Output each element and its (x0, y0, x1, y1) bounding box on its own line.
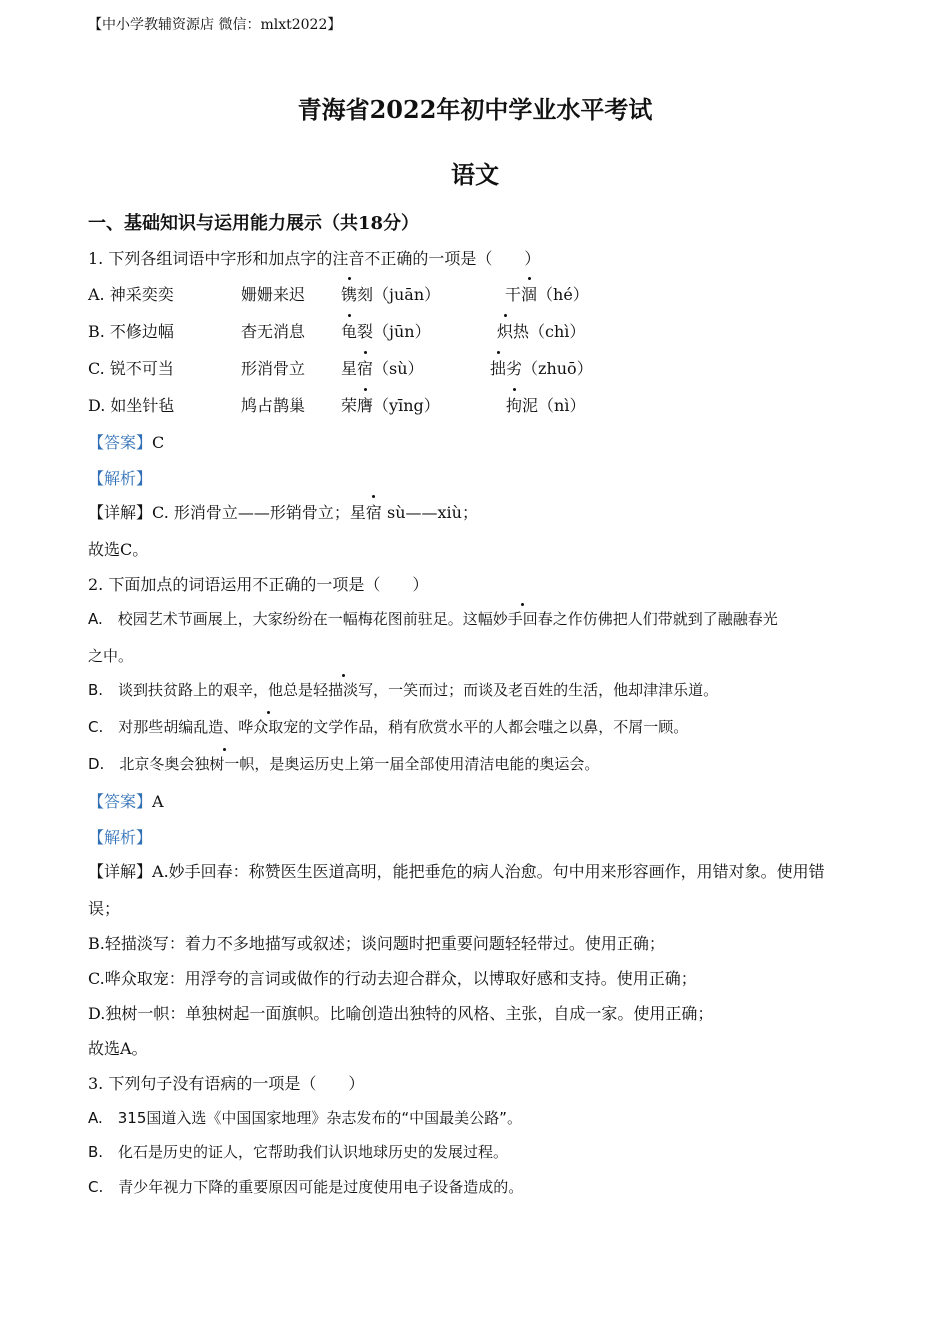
q2-detail-a-continued: 误； (88, 899, 121, 918)
q1-option-a-col1: A. 神采奕奕 (88, 285, 174, 304)
exam-title: 青海省2022年初中学业水平考试 (297, 95, 653, 124)
q3-option-a: A. 315国道入选《中国国家地理》杂志发布的“中国最美公路”。 (88, 1109, 522, 1127)
answer-label: 【答案】 (88, 433, 153, 452)
q1-option-b-col2: 杳无消息 (241, 322, 306, 341)
q1-option-d-col4: 拘泥（nì） (506, 393, 585, 416)
q2-option-c: C. 对那些胡编乱造、哗众取宠的文学作品，稍有欣赏水平的人都会嗤之以鼻，不屑一顾。 (88, 718, 689, 736)
q2-option-a-continued: 之中。 (88, 647, 134, 665)
q1-option-b-col3: 龟裂（jūn） (341, 319, 431, 342)
section-heading: 一、基础知识与运用能力展示（共18分） (88, 213, 420, 234)
q2-stem: 2. 下面加点的词语运用不正确的一项是（ ） (88, 575, 429, 594)
q1-option-b-col4: 炽热（chì） (497, 319, 585, 342)
q2-detail-c: C.哗众取宠：用浮夸的言词或做作的行动去迎合群众，以博取好感和支持。使用正确； (88, 969, 697, 988)
q2-option-a: A. 校园艺术节画展上，大家纷纷在一幅梅花图前驻足。这幅妙手回春之作仿佛把人们带就到了融融春光 (88, 610, 778, 628)
q1-option-d-col3: 荣膺（yīng） (341, 393, 440, 416)
q2-detail-b: B.轻描淡写：着力不多地描写或叙述；谈问题时把重要问题轻轻带过。使用正确； (88, 934, 665, 953)
q2-conclusion: 故选A。 (88, 1039, 148, 1058)
answer-label: 【答案】 (88, 792, 153, 811)
q1-option-a-col4: 干涸（hé） (505, 282, 589, 305)
q1-option-c-col3: 星宿（sù） (341, 356, 424, 379)
q1-option-c-col4: 拙劣（zhuō） (490, 356, 593, 379)
q2-option-b: B. 谈到扶贫路上的艰辛，他总是轻描淡写，一笑而过；而谈及老百姓的生活，他却津津乐道。 (88, 681, 719, 699)
q3-option-b: B. 化石是历史的证人，它帮助我们认识地球历史的发展过程。 (88, 1143, 509, 1161)
q2-analysis-label: 【解析】 (88, 828, 153, 847)
q3-stem: 3. 下列句子没有语病的一项是（ ） (88, 1074, 365, 1093)
q1-option-d-col1: D. 如坐针毡 (88, 396, 175, 415)
q2-option-d: D. 北京冬奥会独树一帜，是奥运历史上第一届全部使用清洁电能的奥运会。 (88, 755, 600, 773)
page-header: 【中小学教辅资源店 微信：mlxt2022】 (88, 17, 342, 33)
q1-option-c-col1: C. 锐不可当 (88, 359, 174, 378)
q2-detail-d: D.独树一帜：单独树起一面旗帜。比喻创造出独特的风格、主张，自成一家。使用正确； (88, 1004, 714, 1023)
q1-conclusion: 故选C。 (88, 540, 149, 559)
q1-option-a-col2: 姗姗来迟 (241, 285, 306, 304)
q1-option-b-col1: B. 不修边幅 (88, 322, 174, 341)
q2-answer: 【答案】A (88, 792, 164, 811)
q1-option-a-col3: 镌刻（juān） (341, 282, 440, 305)
subject-title: 语文 (451, 160, 499, 189)
q2-detail-a: 【详解】A.妙手回春：称赞医生医道高明，能把垂危的病人治愈。句中用来形容画作，用错对象。使用错 (88, 862, 825, 881)
q1-answer: 【答案】C (88, 433, 165, 452)
q1-option-c-col2: 形消骨立 (241, 359, 306, 378)
q1-analysis-label: 【解析】 (88, 469, 153, 488)
q3-option-c: C. 青少年视力下降的重要原因可能是过度使用电子设备造成的。 (88, 1178, 524, 1196)
q1-detail: 【详解】C. 形消骨立——形销骨立；星宿 sù——xiù； (88, 500, 478, 523)
q1-option-d-col2: 鸠占鹊巢 (241, 396, 306, 415)
q1-stem: 1. 下列各组词语中字形和加点字的注音不正确的一项是（ ） (88, 249, 541, 268)
